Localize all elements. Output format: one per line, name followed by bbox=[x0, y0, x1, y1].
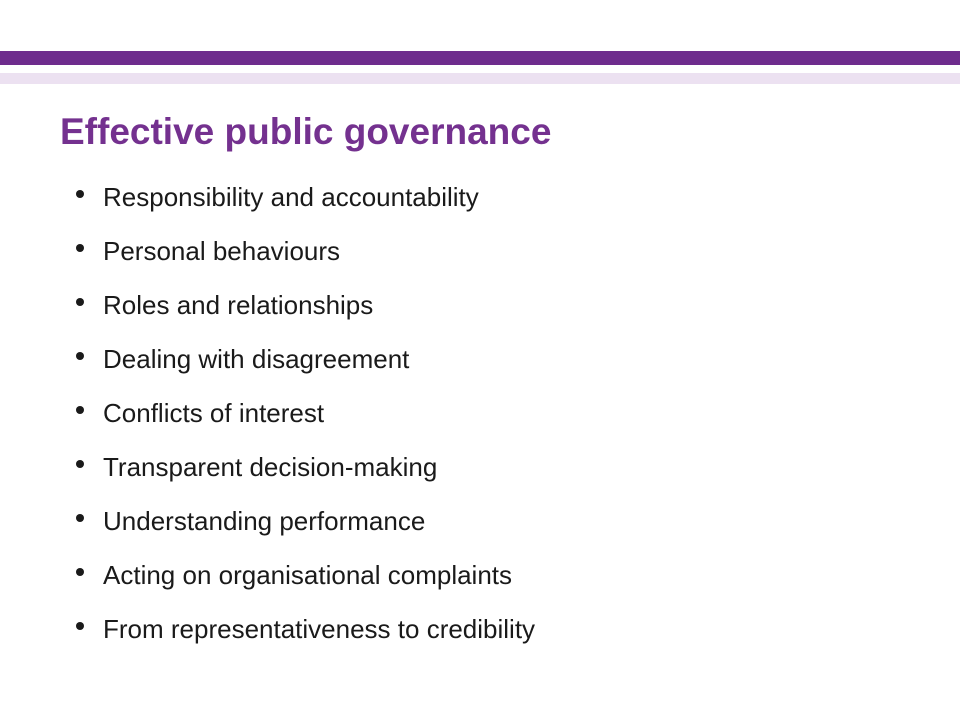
bullet-item bbox=[72, 548, 535, 602]
slide-title: Effective public governance bbox=[60, 111, 552, 152]
bullet-dot-icon bbox=[76, 406, 84, 414]
bullet-item bbox=[72, 170, 535, 224]
bullet-text: From representativeness to credibility bbox=[103, 613, 536, 644]
bullet-dot-icon bbox=[76, 244, 84, 252]
bullet-item bbox=[72, 278, 535, 332]
bullet-text: Transparent decision-making bbox=[103, 451, 438, 482]
bullet-dot-icon bbox=[76, 568, 84, 576]
bullet-list bbox=[72, 170, 535, 656]
header-accent-bar bbox=[0, 51, 960, 65]
bullet-item bbox=[72, 386, 535, 440]
bullet-item bbox=[72, 602, 535, 656]
bullet-dot-icon bbox=[76, 352, 84, 360]
bullet-item bbox=[72, 224, 535, 278]
bullet-dot-icon bbox=[76, 190, 84, 198]
bullet-dot-icon bbox=[76, 622, 84, 630]
bullet-text: Personal behaviours bbox=[103, 235, 341, 266]
bullet-text: Roles and relationships bbox=[103, 289, 374, 320]
bullet-text: Understanding performance bbox=[103, 505, 426, 536]
bullet-item bbox=[72, 332, 535, 386]
bullet-dot-icon bbox=[76, 514, 84, 522]
bullet-item bbox=[72, 440, 535, 494]
bullet-item bbox=[72, 494, 535, 548]
bullet-text: Dealing with disagreement bbox=[103, 343, 410, 374]
bullet-text: Acting on organisational complaints bbox=[103, 559, 513, 590]
bullet-dot-icon bbox=[76, 460, 84, 468]
header-accent-bar-light bbox=[0, 73, 960, 84]
bullet-text: Responsibility and accountability bbox=[103, 181, 479, 212]
bullet-text: Conflicts of interest bbox=[103, 397, 325, 428]
bullet-dot-icon bbox=[76, 298, 84, 306]
